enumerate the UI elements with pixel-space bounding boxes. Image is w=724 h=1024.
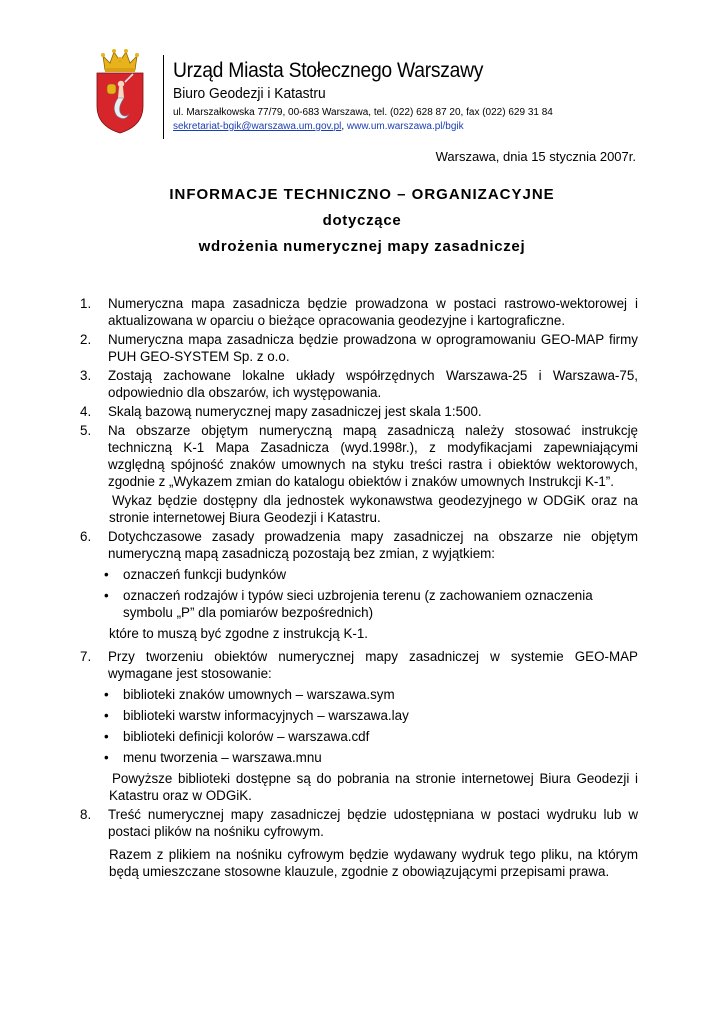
bullet-dot: • [104, 729, 109, 744]
item-number: 7. [80, 649, 92, 664]
list-item [80, 528, 638, 562]
bullet-dot: • [104, 750, 109, 765]
title-line-3: wdrożenia numerycznej mapy zasadniczej [198, 238, 526, 255]
item-number: 6. [80, 529, 92, 544]
list-item [80, 331, 638, 365]
bullet-text: oznaczeń funkcji budynków [123, 567, 287, 582]
document-date: Warszawa, dnia 15 stycznia 2007r. [435, 149, 636, 164]
bullet-item [80, 566, 638, 583]
item-number: 3. [80, 368, 92, 383]
header-divider [163, 55, 164, 139]
list-item [80, 367, 638, 401]
item-text: Numeryczna mapa zasadnicza będzie prowadzona w postaci rastrowo-wektorowej i aktualizowana w oparciu o bieżące opracowania geodezyjne i kartograficzne. [108, 296, 638, 328]
item-text: Zostają zachowane lokalne układy współrzędnych Warszawa-25 i Warszawa-75, odpowiednio dla obszarów, ich występowania. [108, 368, 638, 400]
list-item [80, 806, 638, 840]
bullet-text: biblioteki warstw informacyjnych – warszawa.lay [123, 708, 409, 723]
item-note: Powyższe biblioteki dostępne są do pobrania na stronie internetowej Biura Geodezji i Katastru oraz w ODGiK. [109, 771, 638, 803]
bureau-name: Biuro Geodezji i Katastru [173, 85, 326, 102]
bullet-item [80, 728, 638, 745]
bullet-list [80, 686, 638, 766]
bullet-dot: • [104, 687, 109, 702]
title-line-1: INFORMACJE TECHNICZNO – ORGANIZACYJNE [169, 186, 555, 203]
item-text: Numeryczna mapa zasadnicza będzie prowadzona w oprogramowaniu GEO-MAP firmy PUH GEO-SYSTEM Sp. z o.o. [108, 332, 638, 364]
list-item [80, 422, 638, 490]
bullet-dot: • [104, 708, 109, 723]
list-item [80, 403, 638, 420]
office-address: ul. Marszałkowska 77/79, 00-683 Warszawa, tel. (022) 628 87 20, fax (022) 629 31 84 [173, 107, 553, 118]
email-link[interactable]: sekretariat-bgik@warszawa.um.gov.pl [173, 121, 342, 132]
item-text: Przy tworzeniu obiektów numerycznej mapy zasadniczej w systemie GEO-MAP wymagane jest stosowanie: [108, 649, 638, 681]
office-name: Urząd Miasta Stołecznego Warszawy [173, 59, 484, 82]
bullet-item [80, 749, 638, 766]
warsaw-coat-of-arms-icon [95, 48, 145, 134]
item-text: Treść numerycznej mapy zasadniczej będzie udostępniana w postaci wydruku lub w postaci plików na nośniku cyfrowym. [108, 807, 638, 839]
bullet-dot: • [104, 588, 109, 603]
item-number: 2. [80, 332, 92, 347]
item-note: Wykaz będzie dostępny dla jednostek wykonawstwa geodezyjnego w ODGiK oraz na stronie internetowej Biura Geodezji i Katastru. [109, 493, 638, 525]
item-text: Na obszarze objętym numeryczną mapą zasadniczą należy stosować instrukcję techniczną K-1 Mapa Zasadnicza (wyd.1998r.), z modyfikacjami zapewniającymi względną spójność znaków umownych na styku treści rastra i obiektów wektorowych, zgodnie z „Wykazem zmian do katalogu obiektów i znaków umownych Instrukcji K-1”. [108, 423, 638, 489]
bullet-list [80, 566, 638, 621]
list-item [80, 295, 638, 329]
item-number: 1. [80, 296, 92, 311]
item-note: Razem z plikiem na nośniku cyfrowym będzie wydawany wydruk tego pliku, na którym będą umieszczane stosowne klauzule, zgodnie z obowiązującymi przepisami prawa. [109, 847, 638, 879]
item-number: 8. [80, 807, 92, 822]
document-title [0, 184, 724, 262]
bullet-text: menu tworzenia – warszawa.mnu [123, 750, 322, 765]
bullet-text: biblioteki definicji kolorów – warszawa.cdf [123, 729, 370, 744]
bullet-dot: • [104, 567, 109, 582]
title-line-2: dotyczące [322, 212, 402, 229]
numbered-list [80, 295, 638, 882]
item-text: Skalą bazową numerycznej mapy zasadniczej jest skala 1:500. [108, 404, 482, 419]
list-item [80, 648, 638, 682]
item-number: 5. [80, 423, 92, 438]
bullet-text: biblioteki znaków umownych – warszawa.sym [123, 687, 395, 702]
contact-separator: , [341, 121, 347, 132]
item-note: które to muszą być zgodne z instrukcją K-1. [109, 626, 368, 641]
bullet-item [80, 587, 638, 621]
item-text: Dotychczasowe zasady prowadzenia mapy zasadniczej na obszarze nie objętym numeryczną mapą zasadniczą pozostają bez zmian, z wyjątkiem: [108, 529, 638, 561]
bullet-item [80, 707, 638, 724]
bullet-text: oznaczeń rodzajów i typów sieci uzbrojenia terenu (z zachowaniem oznaczenia symbolu „P” dla pomiarów bezpośrednich) [123, 588, 593, 620]
item-number: 4. [80, 404, 92, 419]
bullet-item [80, 686, 638, 703]
website-link[interactable]: www.um.warszawa.pl/bgik [346, 121, 464, 132]
contact-line [173, 120, 553, 133]
letterhead [173, 58, 553, 133]
